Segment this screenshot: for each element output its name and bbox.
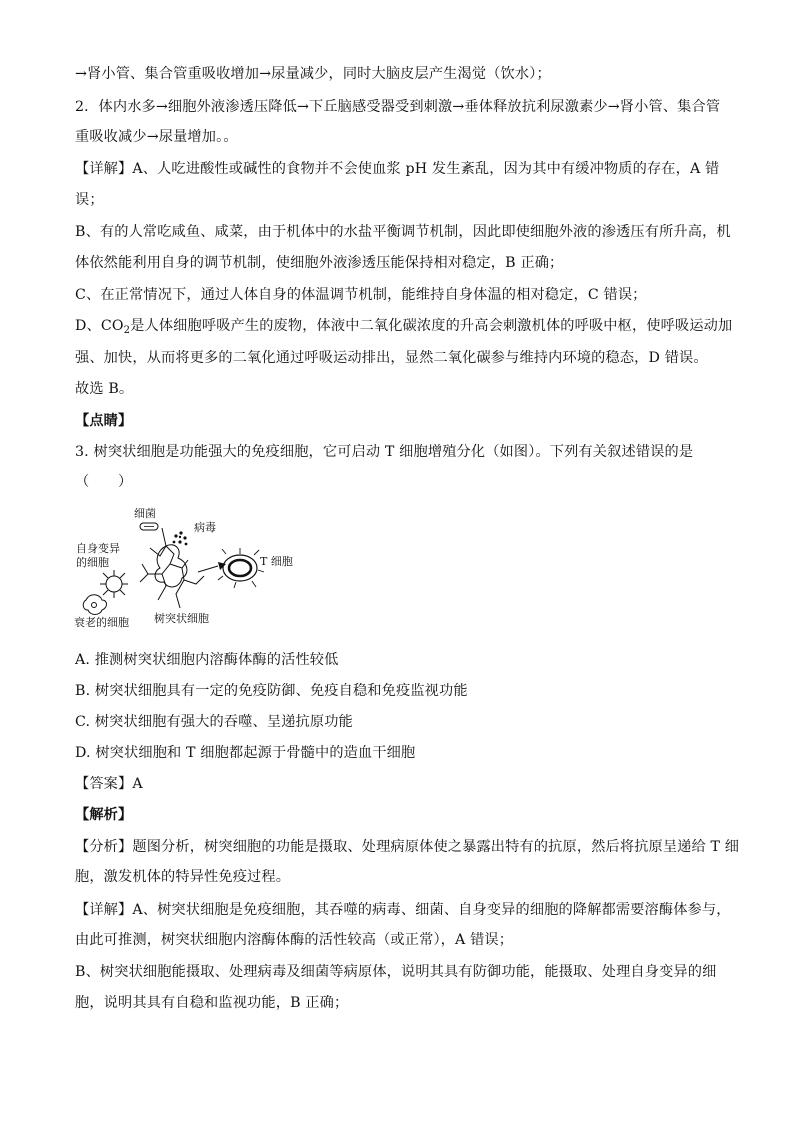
option-a: A. 推测树突状细胞内溶酶体酶的活性较低 [75, 652, 339, 668]
virus-label: 病毒 [194, 521, 216, 534]
analysis-line: B、树突状细胞能摄取、处理病毒及细菌等病原体，说明其具有防御功能，能摄取、处理自身变异的细 [75, 964, 717, 980]
text-line: →肾小管、集合管重吸收增加→尿量减少，同时大脑皮层产生渴觉（饮水）； [75, 66, 551, 82]
text-line: 重吸收减少→尿量增加。。 [75, 129, 238, 145]
text-line: C、在正常情况下，通过人体自身的体温调节机制，能维持自身体温的相对稳定，C 错误； [75, 287, 647, 303]
analysis-line: 胞，激发机体的特异性免疫过程。 [75, 869, 291, 885]
bacterium-shape [140, 523, 158, 530]
option-d: D. 树突状细胞和 T 细胞都起源于骨髓中的造血干细胞 [75, 745, 416, 761]
dendritic-cell-shape [140, 528, 204, 608]
t-cell-shape [218, 548, 264, 588]
text-segment: 是人体细胞呼吸产生的废物，体液中二氧化碳浓度的升高会刺激机体的呼吸中枢，使呼吸运动加 [130, 318, 733, 334]
analysis-heading: 【解析】 [75, 807, 133, 823]
text-line: 误； [75, 192, 104, 208]
analysis-line: 由此可推测，树突状细胞内溶酶体酶的活性较高（或正常），A 错误； [75, 932, 514, 948]
t-cell-label: T 细胞 [260, 555, 293, 568]
text-line: 【详解】A、人吃进酸性或碱性的食物并不会使血浆 pH 发生紊乱，因为其中有缓冲物质的存在，A 错 [75, 161, 720, 177]
text-line: 强、加快，从而将更多的二氧化通过呼吸运动排出，显然二氧化碳参与维持内环境的稳态，D 错误。 [75, 350, 708, 366]
aged-cell-shape [83, 595, 106, 615]
answer-blank: （ ） [75, 474, 133, 490]
aged-cell-label: 衰老的细胞 [74, 616, 129, 629]
text-line: B、有的人常吃咸鱼、咸菜，由于机体中的水盐平衡调节机制，因此即使细胞外液的渗透压有所升高，机 [75, 224, 731, 240]
analysis-line: 【分析】题图分析，树突细胞的功能是摄取、处理病原体使之暴露出特有的抗原，然后将抗原呈递给 T 细 [75, 839, 740, 855]
text-line: 2．体内水多→细胞外液渗透压降低→下丘脑感受器受到刺激→垂体释放抗利尿激素少→肾小管、集合管 [75, 99, 721, 115]
section-heading: 【点睛】 [75, 413, 133, 429]
text-segment: D、CO [75, 318, 124, 334]
mutant-cell-shape [100, 570, 128, 598]
option-c: C. 树突状细胞有强大的吞噬、呈递抗原功能 [75, 714, 353, 730]
question-stem: 3. 树突状细胞是功能强大的免疫细胞，它可启动 T 细胞增殖分化（如图）。下列有关叙述错误的是 [75, 444, 694, 460]
self-mutant-label: 自身变异 [76, 542, 120, 555]
arrow [198, 562, 226, 572]
dendritic-cell-label: 树突状细胞 [154, 612, 209, 625]
subscript: 2 [123, 325, 131, 336]
text-line: 体依然能利用自身的调节机制，使细胞外液渗透压能保持相对稳定，B 正确； [75, 255, 564, 271]
bacteria-label: 细菌 [134, 507, 156, 520]
analysis-line: 胞，说明其具有自稳和监视功能，B 正确； [75, 995, 349, 1011]
answer-label: 【答案】A [75, 776, 143, 792]
dendritic-cell-figure [70, 502, 310, 630]
text-line: 故选 B。 [75, 381, 134, 397]
text-line [75, 316, 732, 336]
virus-particles [173, 531, 188, 545]
self-mutant-label: 的细胞 [76, 556, 109, 569]
analysis-line: 【详解】A、树突状细胞是免疫细胞，其吞噬的病毒、细菌、自身变异的细胞的降解都需要溶酶体参与， [75, 902, 731, 918]
option-b: B. 树突状细胞具有一定的免疫防御、免疫自稳和免疫监视功能 [75, 683, 468, 699]
